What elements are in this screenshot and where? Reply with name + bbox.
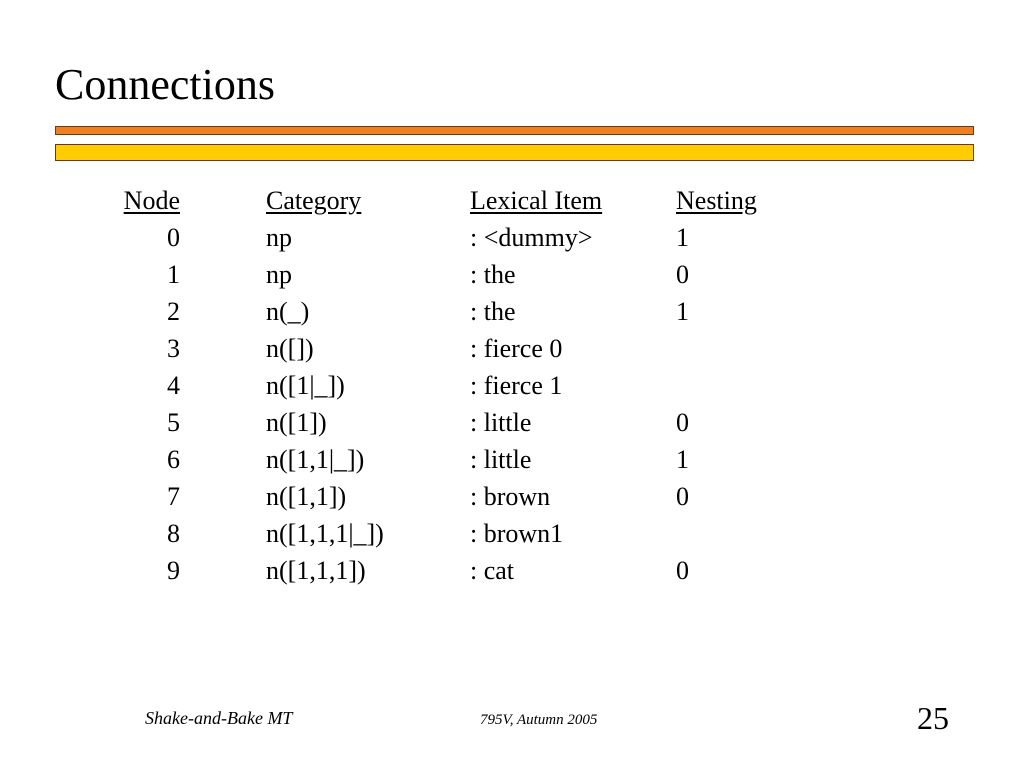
cell-lexical-item: : fierce 1 bbox=[470, 371, 563, 400]
cell-category: n([1,1]) bbox=[266, 482, 347, 511]
cell-lexical-item: : fierce 0 bbox=[470, 334, 563, 363]
cell-node: 0 bbox=[167, 223, 180, 252]
cell-node: 7 bbox=[167, 482, 180, 511]
cell-node: 9 bbox=[167, 556, 180, 585]
cell-node: 1 bbox=[167, 260, 180, 289]
cell-category: n([1,1,1]) bbox=[266, 556, 366, 585]
cell-lexical-item: : little bbox=[470, 408, 532, 437]
table-row bbox=[0, 256, 1024, 293]
cell-category: np bbox=[266, 223, 292, 252]
cell-category: n([1|_]) bbox=[266, 371, 345, 400]
cell-node: 4 bbox=[167, 371, 180, 400]
cell-lexical-item: : brown bbox=[470, 482, 551, 511]
cell-lexical-item: : the bbox=[470, 260, 516, 289]
cell-category: n([1]) bbox=[266, 408, 327, 437]
cell-nesting: 0 bbox=[676, 408, 689, 437]
cell-node: 6 bbox=[167, 445, 180, 474]
cell-category: n([1,1,1|_]) bbox=[266, 519, 384, 548]
cell-lexical-item: : little bbox=[470, 445, 532, 474]
table-row bbox=[0, 552, 1024, 589]
cell-nesting: 0 bbox=[676, 556, 689, 585]
cell-lexical-item: : <dummy> bbox=[470, 223, 593, 252]
table-row bbox=[0, 478, 1024, 515]
table-row bbox=[0, 293, 1024, 330]
table-header-row bbox=[0, 182, 1024, 219]
slide-number: 25 bbox=[917, 700, 949, 736]
cell-category: np bbox=[266, 260, 292, 289]
cell-nesting: 1 bbox=[676, 223, 689, 252]
header-lexical-item: Lexical Item bbox=[470, 186, 603, 215]
header-category: Category bbox=[266, 186, 362, 215]
orange-rule bbox=[55, 126, 974, 135]
cell-nesting: 1 bbox=[676, 445, 689, 474]
cell-nesting: 1 bbox=[676, 297, 689, 326]
cell-nesting: 0 bbox=[676, 482, 689, 511]
cell-lexical-item: : brown1 bbox=[470, 519, 564, 548]
cell-node: 5 bbox=[167, 408, 180, 437]
cell-nesting: 0 bbox=[676, 260, 689, 289]
table-row bbox=[0, 367, 1024, 404]
table-row bbox=[0, 515, 1024, 552]
table-row bbox=[0, 219, 1024, 256]
footer-course-title: Shake-and-Bake MT bbox=[145, 708, 293, 728]
header-nesting: Nesting bbox=[676, 186, 757, 215]
slide-title: Connections bbox=[55, 60, 275, 109]
cell-node: 8 bbox=[167, 519, 180, 548]
table-row bbox=[0, 404, 1024, 441]
footer-course-term: 795V, Autumn 2005 bbox=[480, 712, 598, 728]
cell-category: n([1,1|_]) bbox=[266, 445, 365, 474]
table-row bbox=[0, 441, 1024, 478]
cell-category: n([]) bbox=[266, 334, 314, 363]
cell-lexical-item: : cat bbox=[470, 556, 515, 585]
cell-category: n(_) bbox=[266, 297, 310, 326]
table-row bbox=[0, 330, 1024, 367]
cell-node: 3 bbox=[167, 334, 180, 363]
cell-lexical-item: : the bbox=[470, 297, 516, 326]
yellow-rule bbox=[55, 144, 974, 161]
cell-node: 2 bbox=[167, 297, 180, 326]
header-node: Node bbox=[123, 186, 180, 215]
connections-table bbox=[0, 182, 1024, 589]
